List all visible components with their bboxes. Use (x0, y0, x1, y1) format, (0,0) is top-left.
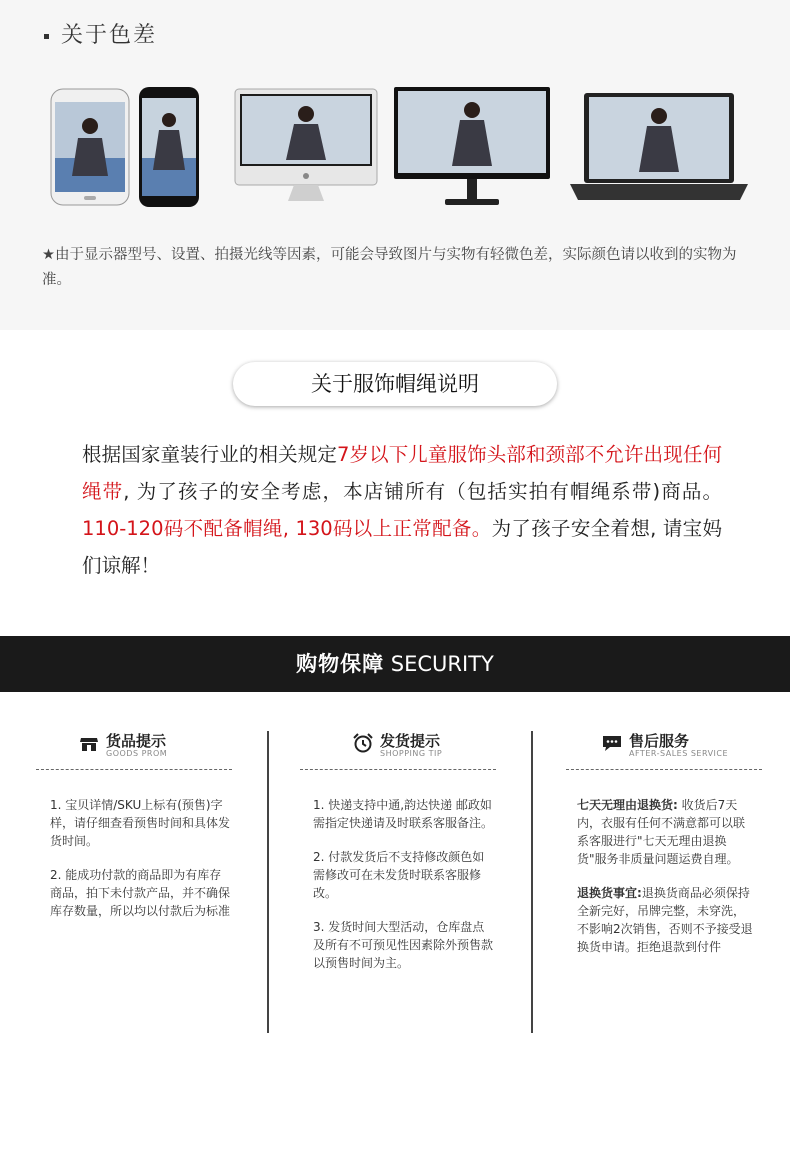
column-divider (267, 731, 269, 1033)
color-difference-title: 关于色差 (44, 18, 157, 49)
shipping-tip-header: 发货提示 SHOPPING TIP (352, 730, 502, 770)
alarm-clock-icon (352, 732, 374, 754)
rope-red-text-1: 7岁以下儿童服饰头部和颈部不允许出现任何绳带 (82, 443, 722, 503)
list-item: 2. 付款发货后不支持修改颜色如需修改可在未发货时联系客服修改。 (313, 850, 485, 900)
rope-text-1: 根据国家童装行业的相关规定 (82, 443, 337, 466)
bullet-dot (44, 34, 49, 39)
rope-red-text-2: 110-120码不配备帽绳, 130码以上正常配备。 (82, 517, 492, 540)
rope-title: 关于服饰帽绳说明 (311, 372, 479, 396)
white-phone-image (50, 88, 130, 206)
laptop-image (566, 92, 752, 204)
security-title: 购物保障 SECURITY (296, 652, 494, 676)
list-item: 1. 宝贝详情/SKU上标有(预售)字样，请仔细查看预售时间和具体发货时间。 (50, 798, 231, 848)
list-item: 2. 能成功付款的商品即为有库存商品，拍下未付款产品，并不确保库存数量，所以均以付款后为标准 (50, 868, 231, 918)
monitor-image (393, 86, 551, 210)
shop-icon (78, 732, 100, 754)
dashed-divider (566, 769, 762, 770)
list-item: 七天无理由退换货: 收货后7天内，衣服有任何不满意都可以联系客服进行"七天无理由退换货"服务非质量问题运费自理。 (577, 798, 746, 866)
black-phone-image (138, 86, 200, 208)
rope-text-3: 为了孩子安全着想, 请宝妈们谅解！ (82, 517, 722, 577)
list-item: 1. 快递支持中通,韵达快递 邮政如需指定快递请及时联系客服备注。 (313, 798, 494, 830)
dashed-divider (300, 769, 496, 770)
device-showcase (0, 80, 790, 215)
rope-text-2: , 为了孩子的安全考虑，本店铺所有（包括实拍有帽绳系带)商品。 (123, 480, 722, 503)
chat-bubble-icon (601, 732, 623, 754)
dashed-divider (36, 769, 232, 770)
shipping-tip-content (313, 796, 493, 988)
color-difference-note: ★由于显示器型号、设置、拍摄光线等因素，可能会导致图片与实物有轻微色差，实际颜色请以收到的实物为准。 (42, 247, 737, 288)
list-item: 3. 发货时间大型活动，仓库盘点及所有不可预见性因素除外预售款以预售时间为主。 (313, 920, 494, 970)
imac-image (234, 88, 378, 206)
goods-tip-content (50, 796, 230, 936)
list-item: 退换货事宜:退换货商品必须保持全新完好，吊牌完整，未穿洗，不影响2次销售，否则不予接受退换货申请。拒绝退款到付件 (577, 886, 753, 954)
rope-description (82, 436, 722, 584)
goods-tip-header: 货品提示 GOODS PROM (78, 730, 228, 770)
column-divider (531, 731, 533, 1033)
after-sales-content (577, 796, 755, 972)
after-sales-header: 售后服务 AFTER-SALES SERVICE (601, 730, 761, 770)
